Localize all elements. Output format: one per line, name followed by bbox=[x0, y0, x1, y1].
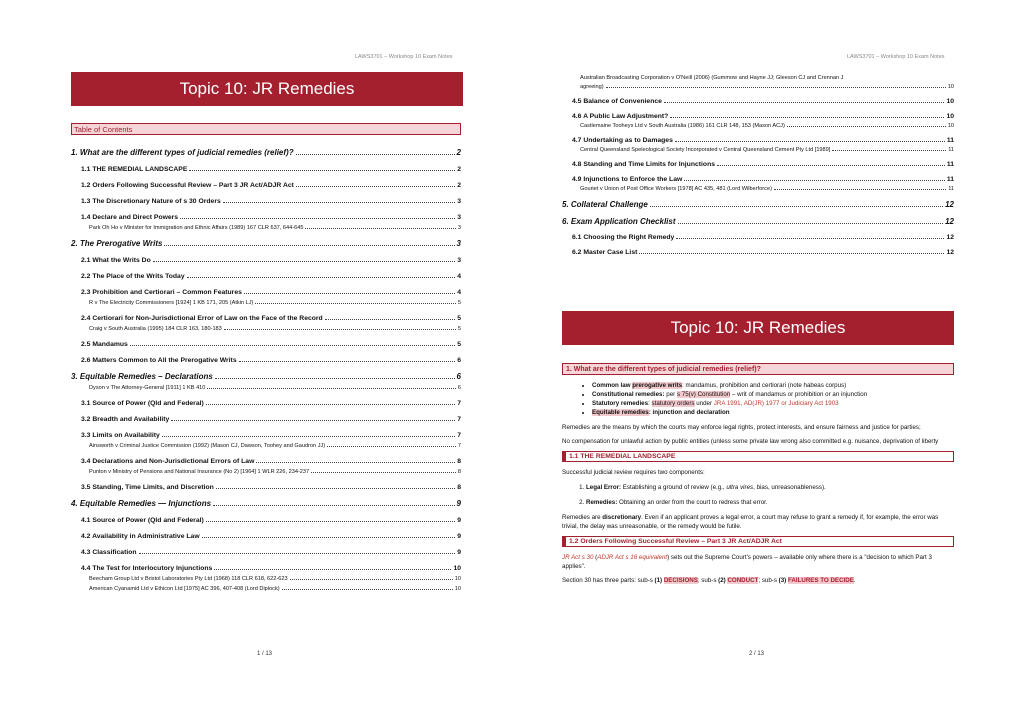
toc-entry[interactable] bbox=[562, 82, 954, 90]
toc-page-number: 12 bbox=[946, 234, 954, 241]
toc-entry[interactable] bbox=[71, 531, 461, 540]
page-number: 2 / 13 bbox=[749, 651, 765, 657]
table-of-contents bbox=[71, 140, 461, 592]
toc-entry[interactable] bbox=[71, 456, 461, 465]
toc-leader bbox=[296, 154, 455, 155]
remedy-list bbox=[562, 381, 954, 417]
toc-entry-title: 2.3 Prohibition and Certiorari – Common Features bbox=[81, 289, 242, 296]
toc-leader bbox=[171, 420, 455, 421]
toc-leader bbox=[664, 102, 945, 103]
toc-leader bbox=[282, 589, 453, 590]
list-item: • Constitutional remedies: per s 75(v) Constitution – writ of mandamus or prohibition or an injunction bbox=[592, 390, 954, 399]
page-header: LAWS3701 – Workshop 10 Exam Notes bbox=[847, 54, 945, 60]
toc-page-number: 6 bbox=[457, 385, 461, 391]
toc-entry[interactable] bbox=[562, 232, 954, 241]
toc-leader bbox=[676, 238, 944, 239]
toc-page-number: 9 bbox=[457, 533, 461, 540]
toc-entry[interactable] bbox=[71, 414, 461, 423]
toc-leader bbox=[223, 202, 455, 203]
toc-entry[interactable] bbox=[71, 271, 461, 280]
toc-entry[interactable] bbox=[562, 184, 954, 192]
toc-entry[interactable] bbox=[71, 563, 461, 572]
toc-entry-title: 4.3 Classification bbox=[81, 549, 137, 556]
list-item: • Statutory remedies: statutory orders under JRA 1991, AD(JR) 1977 or Judiciary Act 1903 bbox=[592, 399, 954, 408]
toc-leader bbox=[639, 253, 944, 254]
list-item: 1. Legal Error: Establishing a ground of review (e.g., ultra vires, bias, unreasonableness). bbox=[586, 483, 954, 492]
toc-page-number: 8 bbox=[457, 484, 461, 491]
toc-entry[interactable] bbox=[71, 430, 461, 439]
page-2 bbox=[512, 0, 1024, 724]
toc-entry-title: 6.2 Master Case List bbox=[572, 249, 638, 256]
toc-page-number: 11 bbox=[948, 186, 954, 192]
toc-leader bbox=[311, 472, 456, 473]
toc-entry[interactable] bbox=[71, 298, 461, 306]
toc-page-number: 10 bbox=[947, 123, 954, 129]
toc-entry-title: Central Queensland Speleological Society Incorporated v Central Queensland Cement Pty Ltd [1989] bbox=[580, 147, 831, 153]
toc-page-number: 8 bbox=[457, 458, 461, 465]
toc-page-number: 3 bbox=[457, 198, 461, 205]
toc-leader bbox=[239, 361, 456, 362]
toc-leader bbox=[206, 521, 455, 522]
toc-leader bbox=[216, 488, 455, 489]
toc-page-number: 7 bbox=[457, 400, 461, 407]
toc-leader bbox=[684, 180, 945, 181]
toc-page-number: 6 bbox=[457, 357, 461, 364]
toc-page-number: 12 bbox=[945, 217, 954, 226]
toc-entry[interactable] bbox=[562, 198, 954, 209]
toc-entry-title: American Cyanamid Ltd v Ethicon Ltd [1975] AC 396, 407-408 (Lord Diplock) bbox=[89, 586, 280, 592]
toc-page-number: 11 bbox=[946, 161, 954, 168]
toc-entry-title: 3.3 Limits on Availability bbox=[81, 432, 160, 439]
toc-entry[interactable] bbox=[562, 159, 954, 168]
toc-leader bbox=[774, 189, 946, 190]
list-item: • Equitable remedies: injunction and declaration bbox=[592, 408, 954, 417]
toc-entry-title: 3.2 Breadth and Availability bbox=[81, 416, 170, 423]
toc-entry[interactable] bbox=[562, 121, 954, 129]
toc-page-number: 5 bbox=[457, 315, 461, 322]
toc-page-number: 5 bbox=[457, 300, 461, 306]
toc-leader bbox=[164, 245, 454, 246]
toc-entry[interactable] bbox=[71, 339, 461, 348]
toc-entry-title: 6. Exam Application Checklist bbox=[562, 217, 676, 226]
toc-entry[interactable] bbox=[562, 247, 954, 256]
table-of-contents-continued bbox=[562, 72, 954, 256]
toc-entry-title: 6.1 Choosing the Right Remedy bbox=[572, 234, 675, 241]
toc-leader bbox=[224, 329, 456, 330]
toc-page-number: 12 bbox=[945, 200, 954, 209]
toc-entry-title: 2.1 What the Writs Do bbox=[81, 257, 151, 264]
toc-page-number: 11 bbox=[948, 147, 954, 153]
toc-entry-title: Craig v South Australia (1995) 184 CLR 163, 180-183 bbox=[89, 326, 222, 332]
toc-page-number: 7 bbox=[457, 432, 461, 439]
toc-entry-title: 4.9 Injunctions to Enforce the Law bbox=[572, 176, 683, 183]
paragraph: Remedies are the means by which the courts may enforce legal rights, protect interests, and ensure fairness and justice for parties; bbox=[562, 424, 921, 431]
toc-entry-title: 2.2 The Place of the Writs Today bbox=[81, 273, 185, 280]
toc-entry-title: Australian Broadcasting Corporation v O'Neill (2006) (Gummow and Hayne JJ; Gleeson CJ and Crennan J bbox=[580, 75, 844, 81]
toc-entry[interactable] bbox=[562, 135, 954, 144]
toc-page-number: 3 bbox=[457, 214, 461, 221]
toc-entry[interactable] bbox=[71, 287, 461, 296]
toc-leader bbox=[670, 117, 944, 118]
toc-leader bbox=[717, 165, 945, 166]
toc-entry-title: Punton v Ministry of Pensions and National Insurance (No 2) [1964] 1 WLR 226, 234-237 bbox=[89, 469, 310, 475]
toc-page-number: 3 bbox=[456, 239, 461, 248]
toc-entry-title: 4.4 The Test for Interlocutory Injunctions bbox=[81, 565, 213, 572]
toc-leader bbox=[290, 579, 453, 580]
toc-page-number: 11 bbox=[946, 176, 954, 183]
toc-page-number: 9 bbox=[457, 549, 461, 556]
toc-entry[interactable] bbox=[71, 324, 461, 332]
toc-entry-title: 4. Equitable Remedies — Injunctions bbox=[71, 499, 212, 508]
toc-entry[interactable] bbox=[71, 584, 461, 592]
toc-entry-title: 4.6 A Public Law Adjustment? bbox=[572, 113, 669, 120]
toc-leader bbox=[206, 404, 455, 405]
toc-entry[interactable] bbox=[562, 174, 954, 183]
toc-leader bbox=[215, 378, 455, 379]
toc-leader bbox=[675, 141, 945, 142]
toc-entry[interactable] bbox=[71, 370, 461, 381]
toc-page-number: 10 bbox=[946, 98, 954, 105]
toc-leader bbox=[130, 345, 455, 346]
toc-entry-title: Castlemaine Tooheys Ltd v South Australia (1986) 161 CLR 148, 153 (Mason ACJ) bbox=[580, 123, 785, 129]
toc-entry-title: agreeing) bbox=[580, 84, 604, 90]
toc-page-number: 10 bbox=[454, 586, 461, 592]
toc-page-number: 10 bbox=[946, 113, 954, 120]
toc-page-number: 2 bbox=[457, 166, 461, 173]
toc-entry[interactable] bbox=[71, 482, 461, 491]
toc-entry-title: 2.6 Matters Common to All the Prerogative Writs bbox=[81, 357, 237, 364]
toc-page-number: 11 bbox=[946, 137, 954, 144]
toc-page-number: 3 bbox=[457, 225, 461, 231]
toc-page-number: 8 bbox=[457, 469, 461, 475]
toc-entry-title: 3.5 Standing, Time Limits, and Discretion bbox=[81, 484, 214, 491]
toc-leader bbox=[202, 537, 456, 538]
toc-entry-title: 2.4 Certiorari for Non-Jurisdictional Error of Law on the Face of the Record bbox=[81, 315, 323, 322]
toc-entry[interactable] bbox=[71, 255, 461, 264]
toc-entry-title: Ainsworth v Criminal Justice Commission (1992) (Mason CJ, Dawson, Toohey and Gaudron JJ) bbox=[89, 443, 326, 449]
toc-page-number: 6 bbox=[456, 372, 461, 381]
toc-entry[interactable] bbox=[71, 237, 461, 248]
toc-entry[interactable] bbox=[562, 73, 954, 81]
toc-leader bbox=[256, 462, 455, 463]
toc-entry[interactable] bbox=[71, 180, 461, 189]
section-body bbox=[562, 363, 954, 590]
toc-entry-title: 1.3 The Discretionary Nature of s 30 Orders bbox=[81, 198, 221, 205]
toc-page-number: 2 bbox=[456, 148, 461, 157]
toc-leader bbox=[189, 170, 455, 171]
toc-entry[interactable] bbox=[71, 497, 461, 508]
toc-entry[interactable] bbox=[71, 164, 461, 173]
toc-page-number: 12 bbox=[946, 249, 954, 256]
toc-leader bbox=[327, 446, 456, 447]
toc-entry-title: 4.2 Availability in Administrative Law bbox=[81, 533, 200, 540]
toc-entry-title: 5. Collateral Challenge bbox=[562, 200, 648, 209]
toc-entry-title: 4.8 Standing and Time Limits for Injunctions bbox=[572, 161, 716, 168]
list-item: • Common law prerogative writs: mandamus, prohibition and certiorari (note habeas corpus) bbox=[592, 381, 954, 390]
toc-entry[interactable] bbox=[71, 196, 461, 205]
paragraph: Remedies are discretionary. Even if an applicant proves a legal error, a court may refuse to grant a remedy if, for example, the error was trivial, the delay was unreasonable, or the remedy would be futile. bbox=[562, 514, 939, 530]
toc-leader bbox=[187, 277, 456, 278]
toc-leader bbox=[832, 150, 946, 151]
toc-entry[interactable] bbox=[71, 313, 461, 322]
components-list bbox=[562, 483, 954, 507]
toc-entry-title: 3.1 Source of Power (Qld and Federal) bbox=[81, 400, 204, 407]
list-item: 2. Remedies: Obtaining an order from the court to redress that error. bbox=[586, 498, 954, 507]
section-heading: 1. What are the different types of judicial remedies (relief)? bbox=[562, 363, 954, 375]
toc-leader bbox=[139, 553, 456, 554]
toc-page-number: 10 bbox=[453, 565, 461, 572]
toc-entry[interactable] bbox=[71, 383, 461, 391]
toc-page-number: 9 bbox=[457, 517, 461, 524]
toc-leader bbox=[153, 261, 455, 262]
toc-page-number: 10 bbox=[947, 84, 954, 90]
toc-leader bbox=[787, 126, 946, 127]
toc-entry[interactable] bbox=[71, 355, 461, 364]
toc-entry-title: 1.2 Orders Following Successful Review – Part 3 JR Act/ADJR Act bbox=[81, 182, 294, 189]
toc-page-number: 2 bbox=[457, 182, 461, 189]
toc-entry[interactable] bbox=[71, 467, 461, 475]
paragraph: JR Act s 30 (ADJR Act s 16 equivalent) sets out the Supreme Court's powers – available only where there is a "decision to which Part 3 applies". bbox=[562, 554, 932, 570]
toc-entry[interactable] bbox=[71, 547, 461, 556]
title-banner: Topic 10: JR Remedies bbox=[71, 72, 463, 106]
toc-entry-title: Gouriet v Union of Post Office Workers [1978] AC 435, 481 (Lord Wilberforce) bbox=[580, 186, 772, 192]
toc-entry-title: 1. What are the different types of judicial remedies (relief)? bbox=[71, 148, 294, 157]
toc-page-number: 4 bbox=[457, 273, 461, 280]
toc-page-number: 7 bbox=[457, 443, 461, 449]
toc-leader bbox=[180, 218, 455, 219]
toc-entry[interactable] bbox=[562, 215, 954, 226]
toc-entry[interactable] bbox=[71, 146, 461, 157]
toc-entry[interactable] bbox=[562, 96, 954, 105]
title-banner: Topic 10: JR Remedies bbox=[562, 311, 954, 345]
toc-page-number: 5 bbox=[457, 341, 461, 348]
toc-entry[interactable] bbox=[562, 111, 954, 120]
paragraph: Successful judicial review requires two components: bbox=[562, 469, 705, 476]
toc-leader bbox=[214, 569, 451, 570]
toc-entry-title: 1.4 Declare and Direct Powers bbox=[81, 214, 179, 221]
toc-leader bbox=[255, 303, 456, 304]
toc-entry[interactable] bbox=[71, 441, 461, 449]
toc-page-number: 5 bbox=[457, 326, 461, 332]
toc-entry[interactable] bbox=[71, 574, 461, 582]
toc-leader bbox=[207, 388, 455, 389]
toc-leader bbox=[213, 505, 455, 506]
toc-page-number: 9 bbox=[456, 499, 461, 508]
toc-leader bbox=[305, 228, 455, 229]
toc-entry-title: 2.5 Mandamus bbox=[81, 341, 128, 348]
toc-entry[interactable] bbox=[562, 145, 954, 153]
toc-entry-title: 2. The Prerogative Writs bbox=[71, 239, 163, 248]
toc-page-number: 7 bbox=[457, 416, 461, 423]
toc-entry-title: Beecham Group Ltd v Bristol Laboratories Pty Ltd (1968) 118 CLR 618, 622-623 bbox=[89, 576, 288, 582]
toc-entry-title: Park Oh Ho v Minister for Immigration and Ethnic Affairs (1989) 167 CLR 637, 644-645 bbox=[89, 225, 304, 231]
paragraph: Section 30 has three parts: sub-s (1) DECISIONS; sub-s (2) CONDUCT; sub-s (3) FAILURES TO DECIDE. bbox=[562, 577, 856, 584]
toc-leader bbox=[678, 223, 944, 224]
toc-entry-title: 4.7 Undertaking as to Damages bbox=[572, 137, 673, 144]
toc-leader bbox=[325, 319, 456, 320]
toc-page-number: 4 bbox=[457, 289, 461, 296]
toc-entry[interactable] bbox=[71, 223, 461, 231]
toc-leader bbox=[650, 206, 943, 207]
toc-page-number: 10 bbox=[454, 576, 461, 582]
toc-entry-title: 3.4 Declarations and Non-Jurisdictional Errors of Law bbox=[81, 458, 255, 465]
toc-entry-title: 4.1 Source of Power (Qld and Federal) bbox=[81, 517, 204, 524]
toc-page-number: 3 bbox=[457, 257, 461, 264]
toc-entry-title: 1.1 THE REMEDIAL LANDSCAPE bbox=[81, 166, 188, 173]
page-header: LAWS3701 – Workshop 10 Exam Notes bbox=[355, 54, 453, 60]
toc-entry-title: 3. Equitable Remedies – Declarations bbox=[71, 372, 213, 381]
paragraph: No compensation for unlawful action by public entities (unless some private law wrong also committed e.g. nuisance, deprivation of liberty bbox=[562, 438, 939, 445]
subsection-heading: 1.1 THE REMEDIAL LANDSCAPE bbox=[562, 451, 954, 462]
toc-entry[interactable] bbox=[71, 212, 461, 221]
toc-label: Table of Contents bbox=[71, 123, 461, 135]
toc-entry-title: 4.5 Balance of Convenience bbox=[572, 98, 662, 105]
toc-leader bbox=[296, 186, 455, 187]
toc-entry[interactable] bbox=[71, 515, 461, 524]
toc-entry-title: Dyson v The Attorney-General [1911] 1 KB 410 bbox=[89, 385, 206, 391]
page-number: 1 / 13 bbox=[257, 651, 273, 657]
toc-leader bbox=[244, 293, 455, 294]
toc-leader bbox=[162, 436, 455, 437]
toc-leader bbox=[606, 87, 946, 88]
toc-entry[interactable] bbox=[71, 398, 461, 407]
subsection-heading: 1.2 Orders Following Successful Review – Part 3 JR Act/ADJR Act bbox=[562, 536, 954, 547]
toc-entry-title: R v The Electricity Commissioners [1924] 1 KB 171, 205 (Atkin LJ) bbox=[89, 300, 254, 306]
